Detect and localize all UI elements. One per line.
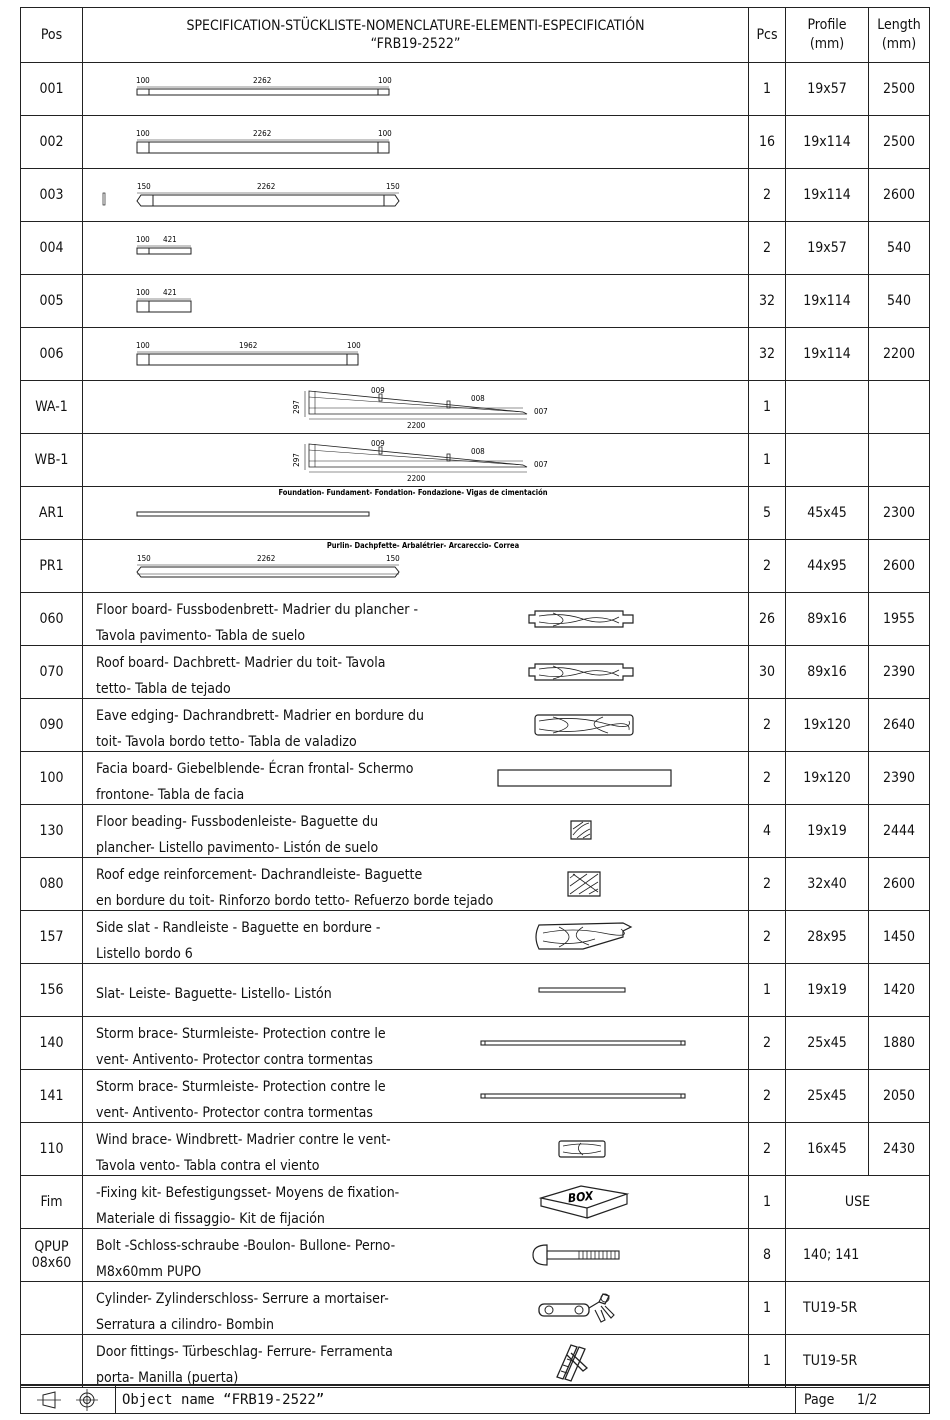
tongue-groove-board-icon bbox=[83, 646, 747, 698]
pos-cell bbox=[21, 1335, 83, 1388]
pcs-cell: 2 bbox=[749, 858, 786, 911]
pos-line: QPUP bbox=[34, 1239, 69, 1255]
storm-brace-icon bbox=[83, 1070, 747, 1122]
pcs-cell: 1 bbox=[749, 1335, 786, 1388]
header-pcs: Pcs bbox=[749, 8, 786, 63]
length-cell bbox=[869, 381, 930, 434]
pos-cell: 070 bbox=[21, 646, 83, 699]
gable-truss-drawing bbox=[83, 434, 747, 486]
profile-cell: 45x45 bbox=[786, 487, 869, 540]
board-outline bbox=[137, 354, 358, 365]
description-cell bbox=[83, 752, 749, 805]
profile-cell: 44x95 bbox=[786, 540, 869, 593]
pos-cell: 002 bbox=[21, 116, 83, 169]
pos-cell: 156 bbox=[21, 964, 83, 1017]
pcs-cell: 2 bbox=[749, 911, 786, 964]
profile-cell: 25x45 bbox=[786, 1070, 869, 1123]
beam-outline bbox=[137, 512, 369, 516]
length-cell: 2500 bbox=[869, 116, 930, 169]
description-line: vent- Antivento- Protector contra tormentas bbox=[96, 1105, 373, 1121]
pcs-cell: 2 bbox=[749, 540, 786, 593]
title-line-2: “FRB19-2522” bbox=[370, 36, 461, 52]
dim-label: 297 bbox=[292, 400, 301, 414]
length-cell: 1450 bbox=[869, 911, 930, 964]
description-line: en bordure du toit- Rinforzo bordo tetto- Refuerzo borde tejado bbox=[96, 893, 494, 909]
description-cell bbox=[83, 593, 749, 646]
description-line: Storm brace- Sturmleiste- Protection contre le bbox=[96, 1026, 386, 1042]
description-cell bbox=[83, 646, 749, 699]
facia-board-icon bbox=[83, 752, 747, 804]
profile-cell: 19x57 bbox=[786, 222, 869, 275]
table-row bbox=[21, 1335, 930, 1388]
length-cell: 2444 bbox=[869, 805, 930, 858]
pos-cell: AR1 bbox=[21, 487, 83, 540]
pos-cell: 130 bbox=[21, 805, 83, 858]
description-line: Floor beading- Fussbodenleiste- Baguette du bbox=[96, 814, 379, 830]
pos-cell: 006 bbox=[21, 328, 83, 381]
projection-symbol bbox=[21, 1386, 116, 1414]
board-outline bbox=[137, 248, 191, 254]
dim-label: 100 bbox=[136, 235, 150, 244]
dim-label: 2262 bbox=[253, 129, 272, 138]
table-row bbox=[21, 752, 930, 805]
board-drawing bbox=[83, 63, 747, 115]
description-cell bbox=[83, 1017, 749, 1070]
drawing-cell bbox=[83, 116, 749, 169]
part-caption: Purlin- Dachpfette- Arbalétrier- Arcareccio- Correa bbox=[326, 541, 520, 550]
beading-section-icon bbox=[83, 805, 747, 857]
part-label: 009 bbox=[371, 386, 385, 395]
length-cell: 2300 bbox=[869, 487, 930, 540]
table-row bbox=[21, 699, 930, 752]
drawing-cell bbox=[83, 434, 749, 487]
pos-cell: 003 bbox=[21, 169, 83, 222]
dim-label: 150 bbox=[386, 554, 400, 563]
specification-sheet bbox=[20, 7, 930, 1415]
header-title bbox=[83, 8, 749, 63]
dim-label: 2262 bbox=[253, 76, 272, 85]
description-cell bbox=[83, 911, 749, 964]
tongue-groove-board-icon bbox=[83, 593, 747, 645]
description-line: Materiale di fissaggio- Kit de fijación bbox=[96, 1211, 325, 1227]
table-row bbox=[21, 911, 930, 964]
pcs-cell: 1 bbox=[749, 434, 786, 487]
pcs-cell: 1 bbox=[749, 964, 786, 1017]
board-drawing bbox=[83, 169, 747, 221]
drawing-cell bbox=[83, 328, 749, 381]
dim-label: 2262 bbox=[257, 182, 276, 191]
dim-label: 100 bbox=[136, 341, 150, 350]
table-row bbox=[21, 381, 930, 434]
purlin-drawing bbox=[83, 540, 747, 592]
description-line: Tavola pavimento- Tabla de suelo bbox=[96, 628, 306, 644]
dim-label: 1962 bbox=[239, 341, 258, 350]
pos-cell: 004 bbox=[21, 222, 83, 275]
length-cell: 2390 bbox=[869, 646, 930, 699]
part-label: 008 bbox=[471, 394, 485, 403]
dim-label: 2200 bbox=[407, 421, 426, 430]
reinforcement-section-icon bbox=[83, 858, 747, 910]
description-line: Door fittings- Türbeschlag- Ferrure- Ferramenta bbox=[96, 1344, 393, 1360]
length-cell: 2600 bbox=[869, 169, 930, 222]
pos-cell: 090 bbox=[21, 699, 83, 752]
description-line: Cylinder- Zylinderschloss- Serrure a mortaiser- bbox=[96, 1291, 389, 1307]
table-row bbox=[21, 646, 930, 699]
profile-cell: 19x19 bbox=[786, 805, 869, 858]
part-label: 009 bbox=[371, 439, 385, 448]
header-profile bbox=[786, 8, 869, 63]
dim-label: 100 bbox=[378, 76, 392, 85]
cylinder-lock-icon bbox=[83, 1282, 747, 1334]
board-outline bbox=[137, 195, 399, 206]
dim-label: 100 bbox=[136, 129, 150, 138]
profile-section bbox=[103, 193, 105, 205]
pos-cell: Fim bbox=[21, 1176, 83, 1229]
dim-label: 100 bbox=[136, 288, 150, 297]
pos-cell: 141 bbox=[21, 1070, 83, 1123]
box-label: BOX bbox=[567, 1188, 594, 1206]
projection-icon bbox=[21, 1386, 115, 1414]
description-cell bbox=[83, 1123, 749, 1176]
table-row bbox=[21, 964, 930, 1017]
profile-cell: 19x114 bbox=[786, 275, 869, 328]
pos-cell: WA-1 bbox=[21, 381, 83, 434]
description-line: Roof board- Dachbrett- Madrier du toit- Tavola bbox=[96, 655, 386, 671]
dim-label: 421 bbox=[163, 235, 177, 244]
door-handle-icon bbox=[83, 1335, 747, 1387]
pos-cell: 140 bbox=[21, 1017, 83, 1070]
profile-cell: 19x114 bbox=[786, 328, 869, 381]
description-line: Serratura a cilindro- Bombin bbox=[96, 1317, 274, 1333]
profile-cell bbox=[786, 434, 869, 487]
drawing-cell bbox=[83, 540, 749, 593]
length-cell: 540 bbox=[869, 275, 930, 328]
description-line: Storm brace- Sturmleiste- Protection contre le bbox=[96, 1079, 386, 1095]
object-name: Object name “FRB19-2522” bbox=[116, 1386, 796, 1414]
pcs-cell: 2 bbox=[749, 1070, 786, 1123]
pos-line: 08x60 bbox=[31, 1255, 72, 1271]
description-line: Bolt -Schloss-schraube -Boulon- Bullone- Perno- bbox=[96, 1238, 396, 1254]
pcs-cell: 2 bbox=[749, 752, 786, 805]
pos-cell: 157 bbox=[21, 911, 83, 964]
board-drawing bbox=[83, 275, 747, 327]
length-cell: 2640 bbox=[869, 699, 930, 752]
usage-cell: TU19-5R bbox=[786, 1282, 930, 1335]
length-cell: 2390 bbox=[869, 752, 930, 805]
pos-cell: PR1 bbox=[21, 540, 83, 593]
board-drawing bbox=[83, 328, 747, 380]
pcs-cell: 30 bbox=[749, 646, 786, 699]
profile-cell: 25x45 bbox=[786, 1017, 869, 1070]
header-row bbox=[21, 8, 930, 63]
table-row bbox=[21, 487, 930, 540]
description-line: porta- Manilla (puerta) bbox=[96, 1370, 239, 1386]
slat-icon bbox=[83, 964, 747, 1016]
pos-cell: 005 bbox=[21, 275, 83, 328]
part-label: 007 bbox=[534, 407, 548, 416]
pcs-cell: 2 bbox=[749, 222, 786, 275]
description-line: Slat- Leiste- Baguette- Listello- Listón bbox=[96, 986, 332, 1002]
box-icon bbox=[83, 1176, 747, 1228]
usage-cell: 140; 141 bbox=[786, 1229, 930, 1282]
table-row bbox=[21, 1070, 930, 1123]
table-row bbox=[21, 1229, 930, 1282]
pcs-cell: 16 bbox=[749, 116, 786, 169]
profile-cell: 19x114 bbox=[786, 169, 869, 222]
board-outline bbox=[137, 89, 389, 95]
truss-outline bbox=[309, 444, 527, 467]
dim-label: 100 bbox=[347, 341, 361, 350]
pcs-cell: 1 bbox=[749, 1176, 786, 1229]
description-line: Eave edging- Dachrandbrett- Madrier en bordure du bbox=[96, 708, 425, 724]
description-cell bbox=[83, 964, 749, 1017]
profile-cell: 19x120 bbox=[786, 752, 869, 805]
bolt-icon bbox=[83, 1229, 747, 1281]
profile-cell: 32x40 bbox=[786, 858, 869, 911]
length-cell: 2050 bbox=[869, 1070, 930, 1123]
wind-brace-section-icon bbox=[83, 1123, 747, 1175]
description-line: M8x60mm PUPO bbox=[96, 1264, 202, 1280]
description-cell bbox=[83, 805, 749, 858]
length-cell: 2200 bbox=[869, 328, 930, 381]
table-row bbox=[21, 805, 930, 858]
pos-cell: 060 bbox=[21, 593, 83, 646]
description-line: Listello bordo 6 bbox=[96, 946, 193, 962]
board-drawing bbox=[83, 222, 747, 274]
header-profile-label: Profile bbox=[807, 17, 847, 33]
description-cell bbox=[83, 699, 749, 752]
profile-cell: 28x95 bbox=[786, 911, 869, 964]
table-row bbox=[21, 1176, 930, 1229]
dim-label: 150 bbox=[137, 182, 151, 191]
pos-cell: 110 bbox=[21, 1123, 83, 1176]
gable-truss-drawing bbox=[83, 381, 747, 433]
table-row bbox=[21, 63, 930, 116]
length-cell: 2600 bbox=[869, 858, 930, 911]
dim-label: 297 bbox=[292, 453, 301, 467]
description-line: plancher- Listello pavimento- Listón de suelo bbox=[96, 840, 379, 856]
table-row bbox=[21, 222, 930, 275]
pcs-cell: 4 bbox=[749, 805, 786, 858]
rafter-line bbox=[309, 397, 523, 412]
dim-label: 150 bbox=[137, 554, 151, 563]
header-length-label: Length bbox=[877, 17, 921, 33]
pcs-cell: 5 bbox=[749, 487, 786, 540]
drawing-cell bbox=[83, 169, 749, 222]
table-row bbox=[21, 328, 930, 381]
storm-brace-icon bbox=[83, 1017, 747, 1069]
profile-cell: 19x114 bbox=[786, 116, 869, 169]
pcs-cell: 8 bbox=[749, 1229, 786, 1282]
table-row bbox=[21, 593, 930, 646]
title-block bbox=[20, 1384, 930, 1414]
description-line: frontone- Tabla de facia bbox=[96, 787, 245, 803]
truss-outline bbox=[309, 391, 527, 414]
description-line: Tavola vento- Tabla contra el viento bbox=[96, 1158, 320, 1174]
board-drawing bbox=[83, 116, 747, 168]
edging-board-icon bbox=[83, 699, 747, 751]
header-length bbox=[869, 8, 930, 63]
slot bbox=[379, 394, 382, 401]
side-slat-section-icon bbox=[83, 911, 747, 963]
header-length-unit: (mm) bbox=[881, 36, 917, 52]
usage-cell: TU19-5R bbox=[786, 1335, 930, 1388]
length-cell bbox=[869, 434, 930, 487]
table-row bbox=[21, 858, 930, 911]
pcs-cell: 1 bbox=[749, 381, 786, 434]
description-line: Wind brace- Windbrett- Madrier contre le vent- bbox=[96, 1132, 391, 1148]
length-cell: 2430 bbox=[869, 1123, 930, 1176]
description-cell bbox=[83, 1176, 749, 1229]
pcs-cell: 32 bbox=[749, 275, 786, 328]
pcs-cell: 32 bbox=[749, 328, 786, 381]
pos-cell bbox=[21, 1282, 83, 1335]
drawing-cell bbox=[83, 275, 749, 328]
description-line: Facia board- Giebelblende- Écran frontal- Schermo bbox=[96, 761, 414, 777]
table-row bbox=[21, 275, 930, 328]
table-row bbox=[21, 1123, 930, 1176]
description-cell bbox=[83, 1070, 749, 1123]
pcs-cell: 2 bbox=[749, 1123, 786, 1176]
table-row bbox=[21, 116, 930, 169]
description-line: Floor board- Fussbodenbrett- Madrier du plancher - bbox=[96, 602, 419, 618]
profile-cell: 89x16 bbox=[786, 646, 869, 699]
part-label: 007 bbox=[534, 460, 548, 469]
pcs-cell: 1 bbox=[749, 63, 786, 116]
drawing-cell bbox=[83, 381, 749, 434]
pos-cell bbox=[21, 1229, 83, 1282]
description-cell bbox=[83, 1335, 749, 1388]
profile-cell: 16x45 bbox=[786, 1123, 869, 1176]
dim-label: 2262 bbox=[257, 554, 276, 563]
length-cell: 1420 bbox=[869, 964, 930, 1017]
drawing-cell bbox=[83, 222, 749, 275]
pos-cell: 001 bbox=[21, 63, 83, 116]
description-line: toit- Tavola bordo tetto- Tabla de valadizo bbox=[96, 734, 357, 750]
table-row bbox=[21, 1282, 930, 1335]
header-pos: Pos bbox=[21, 8, 83, 63]
page-label: Page bbox=[804, 1392, 835, 1408]
pcs-cell: 2 bbox=[749, 1017, 786, 1070]
description-line: Side slat - Randleiste - Baguette en bordure - bbox=[96, 920, 381, 936]
dim-label: 100 bbox=[378, 129, 392, 138]
profile-cell: 19x19 bbox=[786, 964, 869, 1017]
dim-label: 2200 bbox=[407, 474, 426, 483]
part-label: 008 bbox=[471, 447, 485, 456]
beam-drawing bbox=[83, 487, 747, 539]
description-line: vent- Antivento- Protector contra tormentas bbox=[96, 1052, 373, 1068]
rafter-line bbox=[309, 450, 523, 465]
header-profile-unit: (mm) bbox=[809, 36, 845, 52]
board-outline bbox=[137, 301, 191, 312]
description-line: Roof edge reinforcement- Dachrandleiste- Baguette bbox=[96, 867, 423, 883]
pos-cell: 080 bbox=[21, 858, 83, 911]
pos-cell: WB-1 bbox=[21, 434, 83, 487]
usage-cell: USE bbox=[786, 1176, 930, 1229]
drawing-cell bbox=[83, 487, 749, 540]
length-cell: 2500 bbox=[869, 63, 930, 116]
drawing-cell bbox=[83, 63, 749, 116]
profile-cell bbox=[786, 381, 869, 434]
page-number: 1/2 bbox=[857, 1392, 878, 1408]
length-cell: 1880 bbox=[869, 1017, 930, 1070]
description-cell bbox=[83, 1229, 749, 1282]
dim-label: 100 bbox=[136, 76, 150, 85]
board-outline bbox=[137, 142, 389, 153]
table-row bbox=[21, 169, 930, 222]
profile-cell: 19x120 bbox=[786, 699, 869, 752]
profile-cell: 89x16 bbox=[786, 593, 869, 646]
pcs-cell: 2 bbox=[749, 169, 786, 222]
description-cell bbox=[83, 1282, 749, 1335]
length-cell: 2600 bbox=[869, 540, 930, 593]
title-line-1: SPECIFICATION-STÜCKLISTE-NOMENCLATURE-ELEMENTI-ESPECIFICATIÓN bbox=[186, 18, 645, 34]
pcs-cell: 1 bbox=[749, 1282, 786, 1335]
table-row bbox=[21, 1017, 930, 1070]
profile-cell: 19x57 bbox=[786, 63, 869, 116]
purlin-outline bbox=[137, 567, 399, 577]
dim-label: 421 bbox=[163, 288, 177, 297]
description-cell bbox=[83, 858, 749, 911]
spec-table bbox=[20, 7, 930, 1388]
description-line: tetto- Tabla de tejado bbox=[96, 681, 231, 697]
description-line: -Fixing kit- Befestigungsset- Moyens de fixation- bbox=[96, 1185, 400, 1201]
table-row bbox=[21, 540, 930, 593]
table-row bbox=[21, 434, 930, 487]
dim-label: 150 bbox=[386, 182, 400, 191]
length-cell: 1955 bbox=[869, 593, 930, 646]
part-caption: Foundation- Fundament- Fondation- Fondazione- Vigas de cimentación bbox=[278, 488, 548, 497]
length-cell: 540 bbox=[869, 222, 930, 275]
slot bbox=[379, 447, 382, 454]
pos-cell: 100 bbox=[21, 752, 83, 805]
pcs-cell: 26 bbox=[749, 593, 786, 646]
pcs-cell: 2 bbox=[749, 699, 786, 752]
page-info bbox=[797, 1386, 930, 1414]
